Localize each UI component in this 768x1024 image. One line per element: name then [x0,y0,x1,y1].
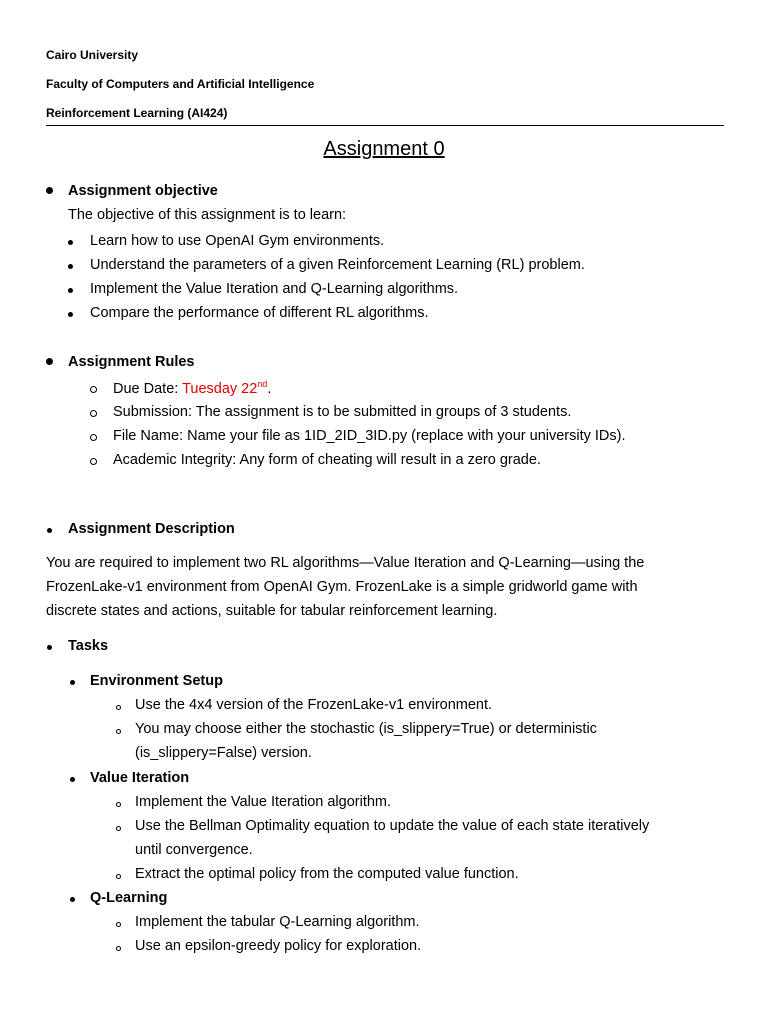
integrity-rule: Academic Integrity: Any form of cheating will result in a zero grade. [113,452,541,468]
due-date-label: Due Date: [113,380,183,397]
faculty-name: Faculty of Computers and Artificial Intelligence [46,77,315,91]
description-heading: Assignment Description [68,521,235,537]
value-iteration-item: Implement the Value Iteration algorithm. [135,794,392,810]
circle-bullet-icon [116,946,121,951]
objective-item: Compare the performance of different RL algorithms. [90,305,429,321]
env-setup-item-cont: (is_slippery=False) version. [135,745,312,761]
circle-bullet-icon [90,410,97,417]
q-learning-item: Use an epsilon-greedy policy for exploration. [135,938,422,954]
bullet-icon [68,312,73,317]
due-date-end: . [267,380,272,397]
objective-heading: Assignment objective [68,183,218,199]
description-line: You are required to implement two RL algorithms—Value Iteration and Q-Learning—using the [46,555,645,571]
value-iteration-item-cont: until convergence. [135,842,253,858]
circle-bullet-icon [116,802,121,807]
value-iteration-heading: Value Iteration [90,770,190,786]
tasks-heading: Tasks [68,638,109,654]
env-setup-heading: Environment Setup [90,673,223,689]
bullet-icon [47,645,52,650]
bullet-icon [47,528,52,533]
bullet-icon [70,680,75,685]
bullet-icon [46,358,53,365]
university-name: Cairo University [46,48,139,62]
description-line: FrozenLake-v1 environment from OpenAI Gym. FrozenLake is a simple gridworld game with [46,579,638,595]
course-name: Reinforcement Learning (AI424) [46,106,228,120]
circle-bullet-icon [90,458,97,465]
objective-item: Understand the parameters of a given Reinforcement Learning (RL) problem. [90,257,585,273]
value-iteration-item: Use the Bellman Optimality equation to update the value of each state iteratively [135,818,650,834]
bullet-icon [70,897,75,902]
objective-item: Learn how to use OpenAI Gym environments. [90,233,385,249]
circle-bullet-icon [116,922,121,927]
description-line: discrete states and actions, suitable for tabular reinforcement learning. [46,603,498,619]
objective-intro: The objective of this assignment is to learn: [68,207,347,223]
q-learning-item: Implement the tabular Q-Learning algorithm. [135,914,420,930]
file-name-rule: File Name: Name your file as 1ID_2ID_3ID.py (replace with your university IDs). [113,428,626,444]
due-date-value: Tuesday 22 [182,380,258,397]
env-setup-item: You may choose either the stochastic (is_slippery=True) or deterministic [135,721,597,737]
value-iteration-item: Extract the optimal policy from the computed value function. [135,866,519,882]
circle-bullet-icon [116,705,121,710]
circle-bullet-icon [116,826,121,831]
due-date-suffix: nd [257,379,268,389]
bullet-icon [68,288,73,293]
objective-item: Implement the Value Iteration and Q-Learning algorithms. [90,281,459,297]
circle-bullet-icon [90,434,97,441]
page-title: Assignment 0 [323,138,445,160]
bullet-icon [68,264,73,269]
circle-bullet-icon [116,729,121,734]
bullet-icon [68,240,73,245]
bullet-icon [70,777,75,782]
env-setup-item: Use the 4x4 version of the FrozenLake-v1 environment. [135,697,493,713]
q-learning-heading: Q-Learning [90,890,168,906]
rules-heading: Assignment Rules [68,354,195,370]
due-date-line [113,379,271,397]
header-divider [46,125,724,126]
circle-bullet-icon [90,386,97,393]
circle-bullet-icon [116,874,121,879]
bullet-icon [46,187,53,194]
submission-rule: Submission: The assignment is to be submitted in groups of 3 students. [113,404,572,420]
